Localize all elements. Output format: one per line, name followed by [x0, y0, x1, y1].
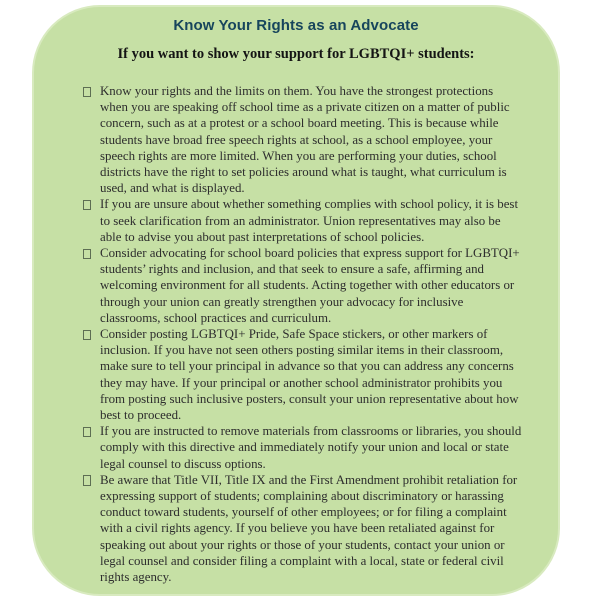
list-item-text: Consider posting LGBTQI+ Pride, Safe Space stickers, or other markers of inclusion. If you have not seen others posting similar items in their classroom, make sure to tell your principal in advance so that you can address any concerns they may have. If your principal or another school administrator prohibits you from posting such inclusive posters, consult your union representative about how best to proceed. [100, 327, 519, 423]
bullet-square-icon [83, 249, 91, 260]
list-item [82, 472, 524, 585]
list-item [82, 423, 524, 472]
list-item-text: If you are instructed to remove materials from classrooms or libraries, you should comply with this directive and immediately notify your union and local or state legal counsel to discuss options. [100, 424, 522, 471]
list-item-text: Be aware that Title VII, Title IX and the First Amendment prohibit retaliation for expressing support of students; complaining about discriminatory or harassing conduct toward students, yourself of other employees; or for filing a complaint with a civil rights agency. If you believe you have been retaliated against for speaking out about your rights or those of your students, contact your union or legal counsel and consider filing a complaint with a local, state or federal civil rights agency. [100, 472, 518, 585]
bullet-square-icon [83, 427, 91, 438]
list-item-text: Know your rights and the limits on them. You have the strongest protections when you are speaking off school time as a private citizen on a matter of public concern, such as at a protest or a school board meeting. This is because while students have broad free speech rights at school, as a school employee, your speech rights are more limited. When you are performing your duties, school districts have the right to set policies around what is taught, what curriculum is used, and what is displayed. [100, 84, 510, 196]
list-item-text: Consider advocating for school board policies that express support for LGBTQI+ students’ rights and inclusion, and that seek to ensure a safe, affirming and welcoming environment for all students. Acting together with other educators or through your union can greatly strengthen your advocacy for inclusive classrooms, school practices and curriculum. [100, 246, 520, 325]
list-item [82, 196, 524, 245]
bullet-square-icon [83, 475, 91, 486]
advocate-rights-card [32, 5, 560, 596]
page-subtitle: If you want to show your support for LGBTQI+ students: [117, 46, 475, 62]
list-item-text: If you are unsure about whether something complies with school policy, it is best to seek clarification from an administrator. Union representatives may also be able to advise you about past interpretations of school policies. [100, 197, 519, 244]
page-title: Know Your Rights as an Advocate [173, 17, 419, 34]
list-item [82, 245, 524, 326]
list-item [82, 83, 524, 196]
rights-list [34, 83, 558, 585]
bullet-square-icon [83, 330, 91, 341]
list-item [82, 326, 524, 423]
bullet-square-icon [83, 87, 91, 98]
bullet-square-icon [83, 200, 91, 211]
